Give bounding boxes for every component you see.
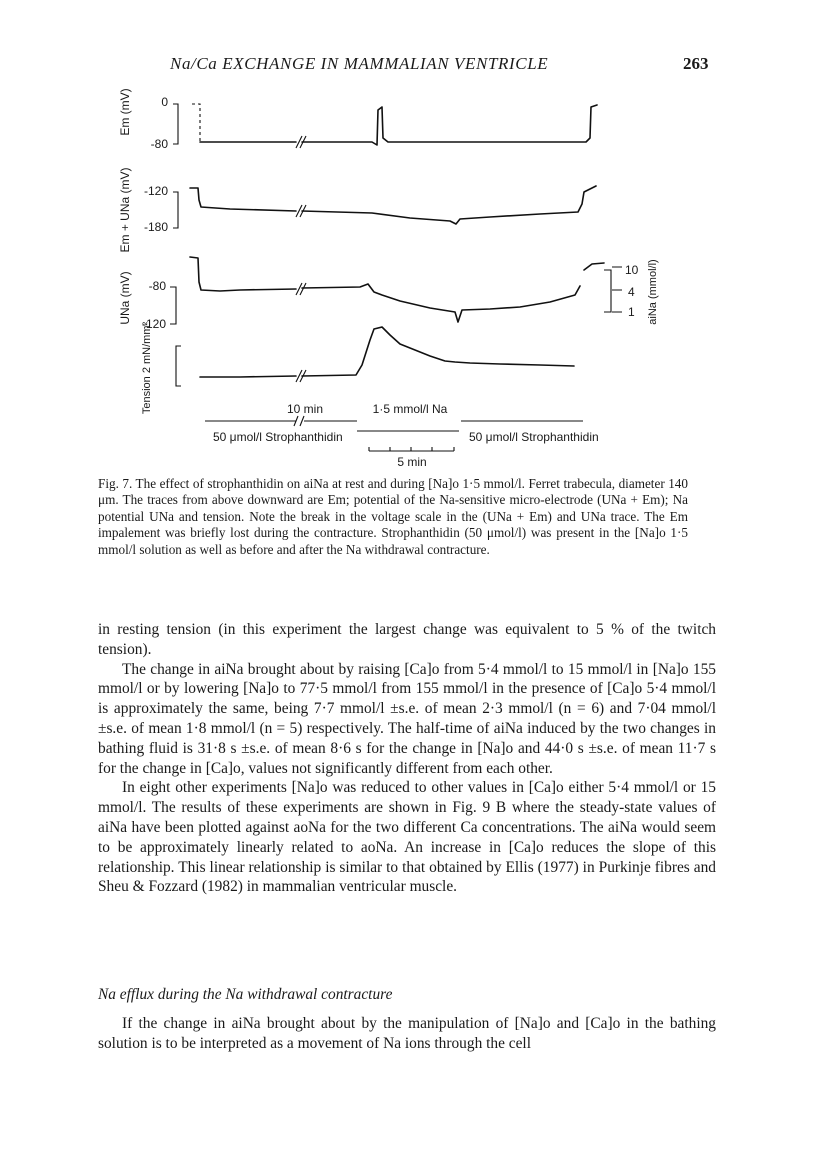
section-body xyxy=(98,1014,716,1054)
panel-em xyxy=(118,88,597,151)
panel-tension-axis-label: Tension 2 mN/mm² xyxy=(141,321,153,415)
paragraph-3: In eight other experiments [Na]o was reduced to other values in [Ca]o either 5·4 mmol/l or 15 mmol/l. The results of these experiments are shown in Fig. 9 B where the steady-state values of aiNa have been plotted against aoNa for the two different Ca concentrations. The aiNa would seem to be approximately linearly related to aoNa. An increase in [Ca]o reduces the slope of this relationship. This linear relationship is similar to that obtained by Ellis (1977) in Purkinje fibres and Sheu & Fozzard (1982) in mammalian ventricular muscle. xyxy=(98,779,716,896)
panel-tension xyxy=(141,322,574,415)
panel-una-axis-label: UNa (mV) xyxy=(118,271,132,325)
protocol-bar xyxy=(205,402,599,469)
right-scale-tick-2: 1 xyxy=(628,305,635,319)
panel-em-una-tick-0: -120 xyxy=(143,184,168,198)
panel-em-una xyxy=(118,167,596,252)
panel-em-una-tick-1: -180 xyxy=(143,220,168,234)
protocol-gap-label: 10 min xyxy=(286,402,324,416)
panel-em-tick-1: -80 xyxy=(150,137,168,151)
protocol-after-label: 50 μmol/l Strophanthidin xyxy=(469,430,599,444)
section-paragraph-1: If the change in aiNa brought about by the manipulation of [Na]o and [Ca]o in the bathing solution is to be interpreted as a movement of Na ions through the cell xyxy=(98,1015,716,1052)
running-head xyxy=(0,54,816,78)
protocol-before-label: 50 μmol/l Strophanthidin xyxy=(213,430,343,444)
figure-caption xyxy=(98,476,688,558)
panel-una-tick-1: -120 xyxy=(141,317,166,331)
figure-7 xyxy=(0,80,816,472)
panel-una-tick-0: -80 xyxy=(148,279,166,293)
protocol-time-scale-label: 5 min xyxy=(397,455,427,469)
body-text xyxy=(98,620,716,897)
paragraph-2: The change in aiNa brought about by raising [Ca]o from 5·4 mmol/l to 15 mmol/l in [Na]o 155 mmol/l or by lowering [Na]o to 77·5 mmol/l from 155 mmol/l in the presence of [Ca]o 5·4 mmol/l is approximately the same, being 7·7 mmol/l ±s.e. of mean 2·3 mmol/l (n = 6) and 7·04 mmol/l ±s.e. of mean 1·8 mmol/l (n = 5) respectively. The half-time of aiNa induced by the two changes in bathing fluid is 31·8 s ±s.e. of mean 8·6 s for the change in [Na]o and 44·0 s ±s.e. of mean 11·7 s for the change in [Ca]o, values not significantly different from each other. xyxy=(98,660,716,777)
panel-una xyxy=(118,257,659,331)
protocol-low-na-label: 1·5 mmol/l Na xyxy=(372,402,448,416)
right-scale-tick-0: 10 xyxy=(625,263,639,277)
panel-em-axis-label: Em (mV) xyxy=(118,88,132,136)
section-heading: Na efflux during the Na withdrawal contracture xyxy=(98,986,393,1003)
running-head-title: Na/Ca EXCHANGE IN MAMMALIAN VENTRICLE xyxy=(170,54,549,73)
right-scale-axis-label: aiNa (mmol/l) xyxy=(647,259,659,325)
right-scale-tick-1: 4 xyxy=(628,285,635,299)
panel-em-una-axis-label: Em + UNa (mV) xyxy=(118,167,132,253)
panel-em-tick-0: 0 xyxy=(161,95,168,109)
paragraph-1: in resting tension (in this experiment the largest change was equivalent to 5 % of the twitch tension). xyxy=(98,621,716,658)
page-number: 263 xyxy=(683,54,709,73)
figure-caption-text: Fig. 7. The effect of strophanthidin on aiNa at rest and during [Na]o 1·5 mmol/l. Ferret trabecula, diameter 140 μm. The traces from above downward are Em; potential of the Na-sensitive micro-electrode (UNa + Em); Na potential UNa and tension. Note the break in the voltage scale in the (UNa + Em) and UNa trace. The Em impalement was briefly lost during the contracture. Strophanthidin (50 μmol/l) was present in the [Na]o 1·5 mmol/l solution as well as before and after the Na withdrawal contracture. xyxy=(98,476,688,557)
